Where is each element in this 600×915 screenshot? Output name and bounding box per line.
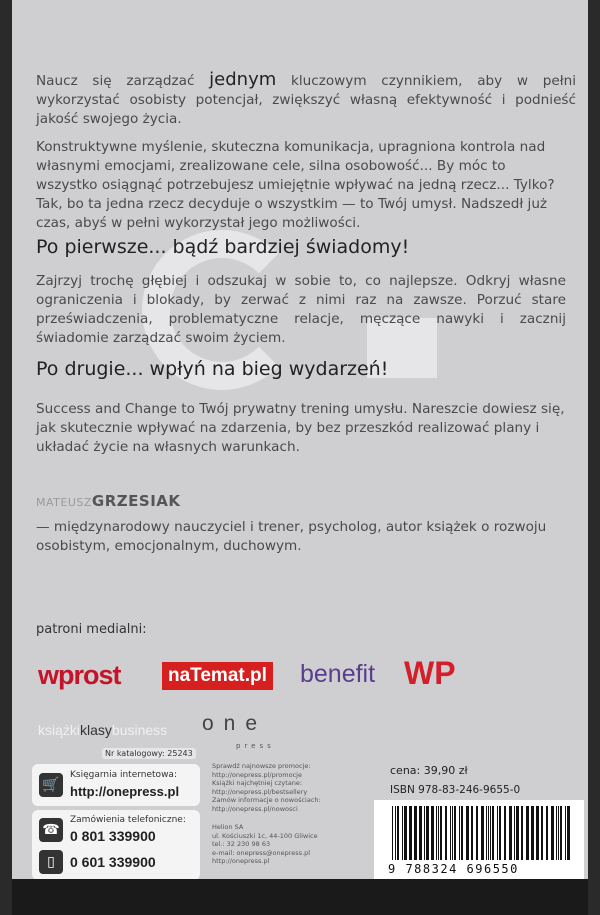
barcode-bar — [516, 806, 519, 860]
phone-1: 0 801 339900 — [70, 828, 156, 844]
heading-1: Po pierwsze... bądź bardziej świadomy! — [36, 236, 410, 258]
shop-label: Księgarnia internetowa: — [70, 770, 177, 780]
onepress-logo: one — [202, 712, 268, 735]
series-a: książki — [38, 722, 81, 738]
barcode-bar — [531, 806, 534, 860]
barcode-bar — [476, 806, 478, 860]
barcode-bar — [436, 806, 437, 860]
barcode-bar — [414, 806, 417, 860]
barcode-bar — [454, 806, 456, 860]
barcode-bar — [556, 806, 557, 860]
intro-paragraph — [36, 70, 576, 129]
patrons-label: patroni medialni: — [36, 622, 147, 637]
intro-text: Naucz się zarządzać — [36, 73, 195, 89]
wprost-logo: wprost — [38, 660, 121, 690]
benefit-logo: benefit — [300, 660, 376, 688]
orders-box — [32, 810, 200, 880]
price: cena: 39,90 zł — [390, 764, 468, 777]
author-first-name: MATEUSZ — [36, 496, 92, 509]
intro-text-cont: kluczowym czynnikiem, aby w pełni wykorzystać osobisty potencjał, zwiększyć własną efektywność i podnieść jakość swojego życia. — [36, 73, 576, 127]
barcode-bar — [565, 806, 566, 860]
catalog-number: Nr katalogowy: 25243 — [102, 748, 196, 759]
barcode-bar — [558, 806, 559, 860]
barcode-digits: 9 788324 696550 — [388, 862, 519, 876]
barcode-bar — [481, 806, 484, 860]
cart-icon: 🛒 — [39, 773, 63, 797]
info-line: Książki najchętniej czytane: — [212, 779, 303, 787]
info-line: ul. Kościuszki 1c, 44-100 Gliwice — [212, 831, 318, 840]
phone-2: 0 601 339900 — [70, 854, 156, 870]
barcode-bar — [440, 806, 442, 860]
barcode-bar — [526, 806, 529, 860]
author-name — [36, 492, 181, 510]
barcode-bar — [438, 806, 439, 860]
info-line: tel.: 32 230 98 63 — [212, 840, 271, 848]
barcode-bar — [392, 806, 393, 860]
book-back-cover — [12, 0, 588, 915]
series-logo — [38, 722, 167, 738]
barcode-bar — [551, 806, 554, 860]
barcode-bar — [521, 806, 523, 860]
info-line: e-mail: onepress@onepress.pl — [212, 848, 311, 857]
info-line: http://onepress.pl — [212, 857, 270, 865]
barcode-bar — [397, 806, 399, 860]
info-line: http://onepress.pl/promocje — [212, 770, 302, 779]
intro-emphasis: jednym — [209, 69, 277, 90]
body-paragraph-3: Zajrzyj trochę głębiej i odszukaj w sobie to, co najlepsze. Odkryj własne ograniczenia i blokady, by zerwać z nimi raz na zawsze. Porzuć stare przeświadczenia, problematyczne relacje, męczące nawyki i zacznij świadomie zarządzać swoim życiem. — [36, 273, 566, 346]
barcode-bar — [486, 806, 487, 860]
barcode-bar — [404, 806, 407, 860]
info-line: Zamów informacje o nowościach: — [212, 796, 321, 804]
barcode-bar — [490, 806, 491, 860]
wp-logo: WP — [404, 655, 456, 691]
barcode-bar — [567, 806, 570, 860]
barcode-bar — [499, 806, 501, 860]
barcode-bar — [536, 806, 539, 860]
phone-icon: ☎ — [39, 818, 63, 842]
body-paragraph-2: Konstruktywne myślenie, skuteczna komunikacja, upragniona kontrola nad własnymi emocjami, zrealizowane cele, silna osobowość... By móc to wszystko osiągnąć potrzebujesz umiejętnie wpływać na jedną rzecz... Tylko? Tak, bo ta jedna rzecz decyduje o wszystkim — to Twój umysł. Nadszedł już czas, abyś w pełni wykorzystał jego możliwości. — [36, 139, 555, 231]
isbn: ISBN 978-83-246-9655-0 — [390, 784, 521, 796]
series-c: business — [111, 722, 168, 738]
barcode-bar — [424, 806, 425, 860]
onepress-sub: press — [236, 742, 275, 750]
barcode-bar — [426, 806, 429, 860]
author-bio: — międzynarodowy nauczyciel i trener, psycholog, autor książek o rozwoju osobistym, emocjonalnym, duchowym. — [36, 519, 547, 554]
barcode-bar — [431, 806, 434, 860]
info-line: Sprawdź najnowsze promocje: — [212, 762, 311, 770]
barcode — [374, 800, 584, 882]
shop-box — [32, 764, 200, 806]
barcode-bar — [488, 806, 489, 860]
barcode-bar — [402, 806, 403, 860]
barcode-bar — [504, 806, 506, 860]
barcode-bar — [445, 806, 447, 860]
barcode-bar — [450, 806, 451, 860]
barcode-bar — [395, 806, 396, 860]
barcode-bars — [392, 806, 572, 860]
barcode-bar — [546, 806, 548, 860]
barcode-bar — [409, 806, 412, 860]
natemat-logo: naTemat.pl — [162, 662, 273, 690]
barcode-bar — [541, 806, 543, 860]
bottom-band — [12, 879, 588, 915]
series-b: klasy — [80, 722, 112, 738]
shop-url[interactable]: http://onepress.pl — [70, 784, 180, 799]
info-line: http://onepress.pl/bestsellery — [212, 787, 308, 796]
info-line: Helion SA — [212, 823, 244, 831]
barcode-bar — [497, 806, 498, 860]
body-paragraph-4: Success and Change to Twój prywatny trening umysłu. Nareszcie dowiesz się, jak skutecznie wpływać na zdarzenia, by bez przeszkód realizować plany i układać życie na własnych warunkach. — [36, 401, 565, 455]
author-last-name: GRZESIAK — [91, 492, 181, 510]
barcode-bar — [461, 806, 463, 860]
barcode-bar — [459, 806, 460, 860]
barcode-bar — [514, 806, 515, 860]
info-line: http://onepress.pl/nowosci — [212, 804, 298, 813]
barcode-bar — [466, 806, 469, 860]
barcode-bar — [419, 806, 422, 860]
barcode-bar — [560, 806, 562, 860]
barcode-bar — [452, 806, 453, 860]
orders-label: Zamówienia telefoniczne: — [70, 815, 186, 825]
barcode-bar — [509, 806, 512, 860]
barcode-bar — [471, 806, 473, 860]
publisher-info — [212, 762, 362, 866]
barcode-bar — [492, 806, 494, 860]
mobile-icon: ▯ — [39, 850, 63, 874]
heading-2: Po drugie... wpłyń na bieg wydarzeń! — [36, 358, 389, 380]
